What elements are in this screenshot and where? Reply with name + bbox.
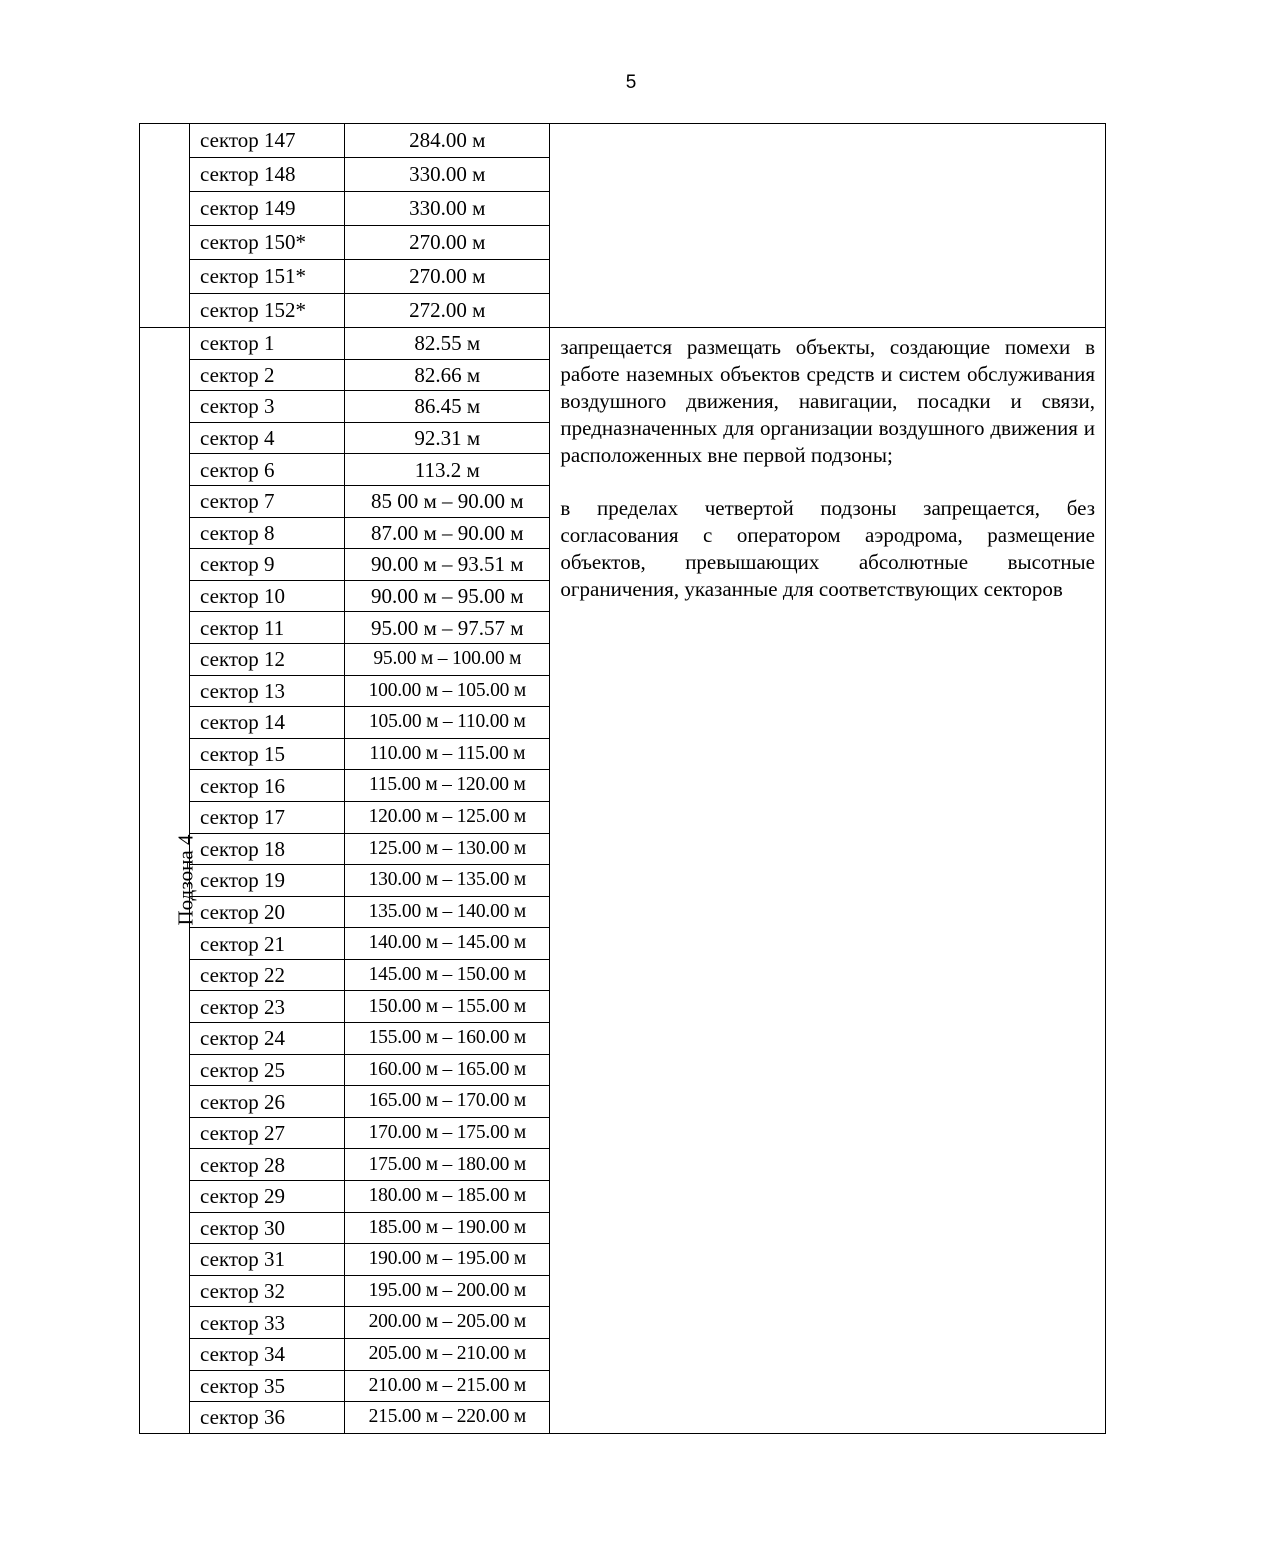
- zone-cell-continued: [140, 124, 190, 328]
- sector-cell: сектор 7: [190, 485, 345, 517]
- height-cell: 85 00 м – 90.00 м: [345, 485, 550, 517]
- height-cell: 86.45 м: [345, 391, 550, 423]
- sector-cell: сектор 29: [190, 1181, 345, 1213]
- zone-cell: [140, 328, 198, 1434]
- sector-cell: сектор 12: [190, 643, 345, 675]
- height-cell: 87.00 м – 90.00 м: [345, 517, 550, 549]
- height-cell: 180.00 м – 185.00 м: [345, 1181, 550, 1213]
- height-cell: 110.00 м – 115.00 м: [345, 738, 550, 770]
- height-cell: 330.00 м: [345, 158, 550, 192]
- sector-cell: сектор 4: [190, 422, 345, 454]
- sector-cell: сектор 15: [190, 738, 345, 770]
- height-cell: 145.00 м – 150.00 м: [345, 959, 550, 991]
- sector-cell: сектор 21: [190, 928, 345, 960]
- sector-cell: сектор 36: [190, 1402, 345, 1434]
- sector-cell: сектор 13: [190, 675, 345, 707]
- sector-cell: сектор 16: [190, 770, 345, 802]
- sector-cell: сектор 26: [190, 1086, 345, 1118]
- sector-cell: сектор 24: [190, 1023, 345, 1055]
- height-cell: 135.00 м – 140.00 м: [345, 896, 550, 928]
- sector-cell: сектор 30: [190, 1212, 345, 1244]
- height-cell: 270.00 м: [345, 226, 550, 260]
- sector-cell: сектор 152*: [190, 294, 345, 328]
- page-number: 5: [625, 72, 637, 93]
- sector-cell: сектор 28: [190, 1149, 345, 1181]
- sector-cell: сектор 33: [190, 1307, 345, 1339]
- height-cell: 82.66 м: [345, 359, 550, 391]
- height-cell: 90.00 м – 93.51 м: [345, 549, 550, 581]
- height-cell: 195.00 м – 200.00 м: [345, 1275, 550, 1307]
- height-cell: 160.00 м – 165.00 м: [345, 1054, 550, 1086]
- sector-cell: сектор 151*: [190, 260, 345, 294]
- sector-cell: сектор 6: [190, 454, 345, 486]
- sector-cell: сектор 11: [190, 612, 345, 644]
- sector-cell: сектор 149: [190, 192, 345, 226]
- description-paragraph: в пределах четвертой подзоны запрещается, без согласования с оператором аэродрома, размещение объектов, превышающих абсолютные высотные ограничения, указанные для соответствующих секторов: [560, 496, 1095, 601]
- height-cell: 92.31 м: [345, 422, 550, 454]
- sector-cell: сектор 2: [190, 359, 345, 391]
- height-cell: 125.00 м – 130.00 м: [345, 833, 550, 865]
- height-cell: 155.00 м – 160.00 м: [345, 1023, 550, 1055]
- description-cell: [550, 328, 1106, 1434]
- sector-cell: сектор 14: [190, 707, 345, 739]
- height-cell: 95.00 м – 100.00 м: [345, 643, 550, 675]
- height-cell: 130.00 м – 135.00 м: [345, 865, 550, 897]
- height-cell: 200.00 м – 205.00 м: [345, 1307, 550, 1339]
- height-cell: 115.00 м – 120.00 м: [345, 770, 550, 802]
- height-cell: 95.00 м – 97.57 м: [345, 612, 550, 644]
- height-cell: 82.55 м: [345, 328, 550, 360]
- table-row: [140, 328, 1106, 360]
- sector-cell: сектор 19: [190, 865, 345, 897]
- sector-cell: сектор 1: [190, 328, 345, 360]
- height-cell: 205.00 м – 210.00 м: [345, 1339, 550, 1371]
- sector-cell: сектор 148: [190, 158, 345, 192]
- table-body: [140, 124, 1106, 1434]
- sector-cell: сектор 3: [190, 391, 345, 423]
- height-cell: 330.00 м: [345, 192, 550, 226]
- height-cell: 120.00 м – 125.00 м: [345, 801, 550, 833]
- sector-cell: сектор 10: [190, 580, 345, 612]
- height-cell: 100.00 м – 105.00 м: [345, 675, 550, 707]
- sector-cell: сектор 22: [190, 959, 345, 991]
- height-cell: 190.00 м – 195.00 м: [345, 1244, 550, 1276]
- height-cell: 170.00 м – 175.00 м: [345, 1117, 550, 1149]
- height-cell: 150.00 м – 155.00 м: [345, 991, 550, 1023]
- height-cell: 270.00 м: [345, 260, 550, 294]
- height-cell: 105.00 м – 110.00 м: [345, 707, 550, 739]
- height-cell: 90.00 м – 95.00 м: [345, 580, 550, 612]
- height-cell: 284.00 м: [345, 124, 550, 158]
- sector-cell: сектор 18: [190, 833, 345, 865]
- sector-cell: сектор 9: [190, 549, 345, 581]
- sector-cell: сектор 147: [190, 124, 345, 158]
- sector-cell: сектор 35: [190, 1370, 345, 1402]
- sector-cell: сектор 34: [190, 1339, 345, 1371]
- sector-cell: сектор 32: [190, 1275, 345, 1307]
- sector-cell: сектор 17: [190, 801, 345, 833]
- height-cell: 215.00 м – 220.00 м: [345, 1402, 550, 1434]
- sector-height-table: [139, 123, 1106, 1434]
- sector-cell: сектор 31: [190, 1244, 345, 1276]
- height-cell: 140.00 м – 145.00 м: [345, 928, 550, 960]
- sector-cell: сектор 23: [190, 991, 345, 1023]
- height-cell: 272.00 м: [345, 294, 550, 328]
- height-cell: 113.2 м: [345, 454, 550, 486]
- zone-label: Подзона 4: [173, 834, 198, 926]
- height-cell: 165.00 м – 170.00 м: [345, 1086, 550, 1118]
- table-row: [140, 124, 1106, 158]
- height-cell: 185.00 м – 190.00 м: [345, 1212, 550, 1244]
- sector-cell: сектор 25: [190, 1054, 345, 1086]
- sector-cell: сектор 27: [190, 1117, 345, 1149]
- height-cell: 175.00 м – 180.00 м: [345, 1149, 550, 1181]
- description-cell-continued: [550, 124, 1106, 328]
- height-cell: 210.00 м – 215.00 м: [345, 1370, 550, 1402]
- sector-cell: сектор 8: [190, 517, 345, 549]
- sector-cell: сектор 150*: [190, 226, 345, 260]
- sector-cell: сектор 20: [190, 896, 345, 928]
- description-paragraph: запрещается размещать объекты, создающие помехи в работе наземных объектов средств и систем обслуживания воздушного движения, навигации, посадки и связи, предназначенных для организации воздушного движения и расположенных вне первой подзоны;: [560, 335, 1095, 467]
